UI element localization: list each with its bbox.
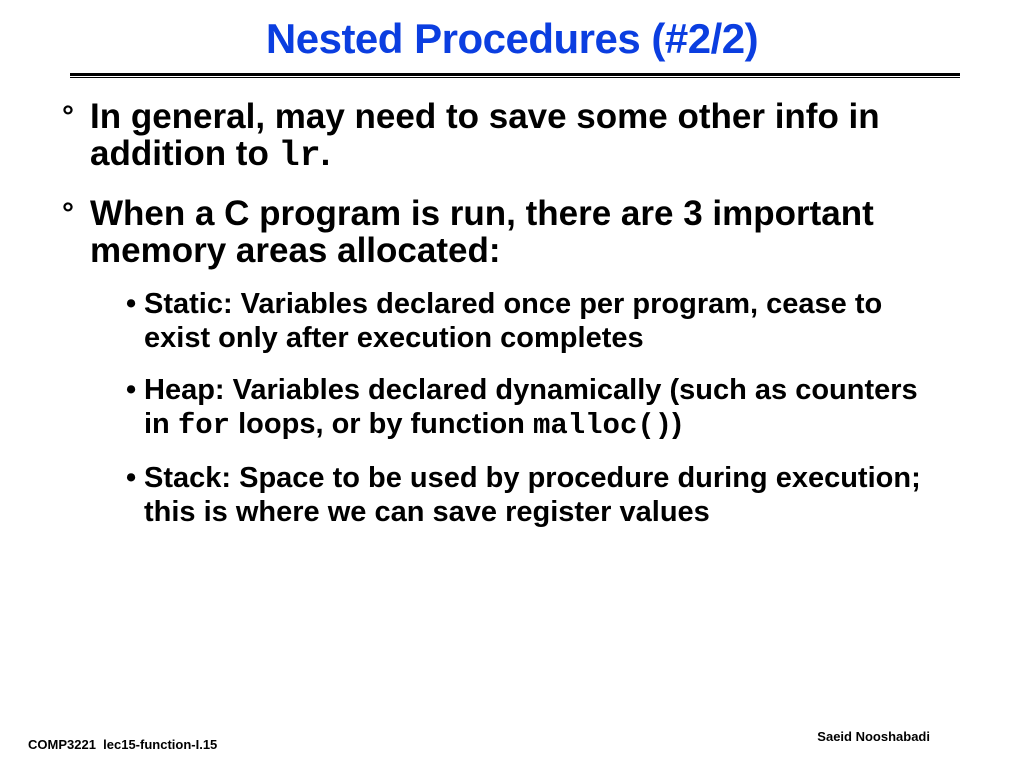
bullet-1-text: In general, may need to save some other info in addition to — [90, 97, 880, 173]
code-malloc: malloc() — [532, 409, 673, 442]
sub-point-static — [90, 287, 942, 355]
degree-bullet-icon: ° — [62, 197, 74, 230]
static-text: Static: Variables declared once per program, cease to exist only after execution completes — [144, 288, 883, 354]
slide-title: Nested Procedures (#2/2) — [265, 15, 759, 62]
dot-bullet-icon: • — [126, 462, 137, 494]
code-for: for — [177, 409, 231, 442]
sub-point-stack — [90, 461, 942, 529]
degree-bullet-icon: ° — [62, 100, 74, 133]
bullet-2-text: When a C program is run, there are 3 important memory areas allocated: — [90, 194, 874, 270]
footer-course-label: COMP3221 lec15-function-I.15 — [28, 737, 218, 752]
stack-text: Stack: Space to be used by procedure during execution; this is where we can save register values — [144, 462, 921, 528]
sub-point-heap — [90, 373, 942, 443]
bullet-point-1 — [62, 98, 942, 175]
heap-text-mid: loops, or by function — [230, 408, 533, 440]
bullet-1-end: . — [320, 134, 331, 173]
heap-text-end: ) — [672, 408, 682, 440]
bullet-point-2 — [62, 195, 942, 529]
code-lr: lr — [278, 136, 321, 176]
dot-bullet-icon: • — [126, 288, 137, 320]
main-bullet-list — [62, 98, 942, 549]
memory-areas-list — [90, 287, 942, 529]
heap-text: Heap: Variables declared dynamically (such as counters in — [144, 374, 918, 440]
footer-author: Saeid Nooshabadi — [817, 729, 930, 744]
dot-bullet-icon: • — [126, 374, 137, 406]
title-divider — [70, 73, 960, 78]
